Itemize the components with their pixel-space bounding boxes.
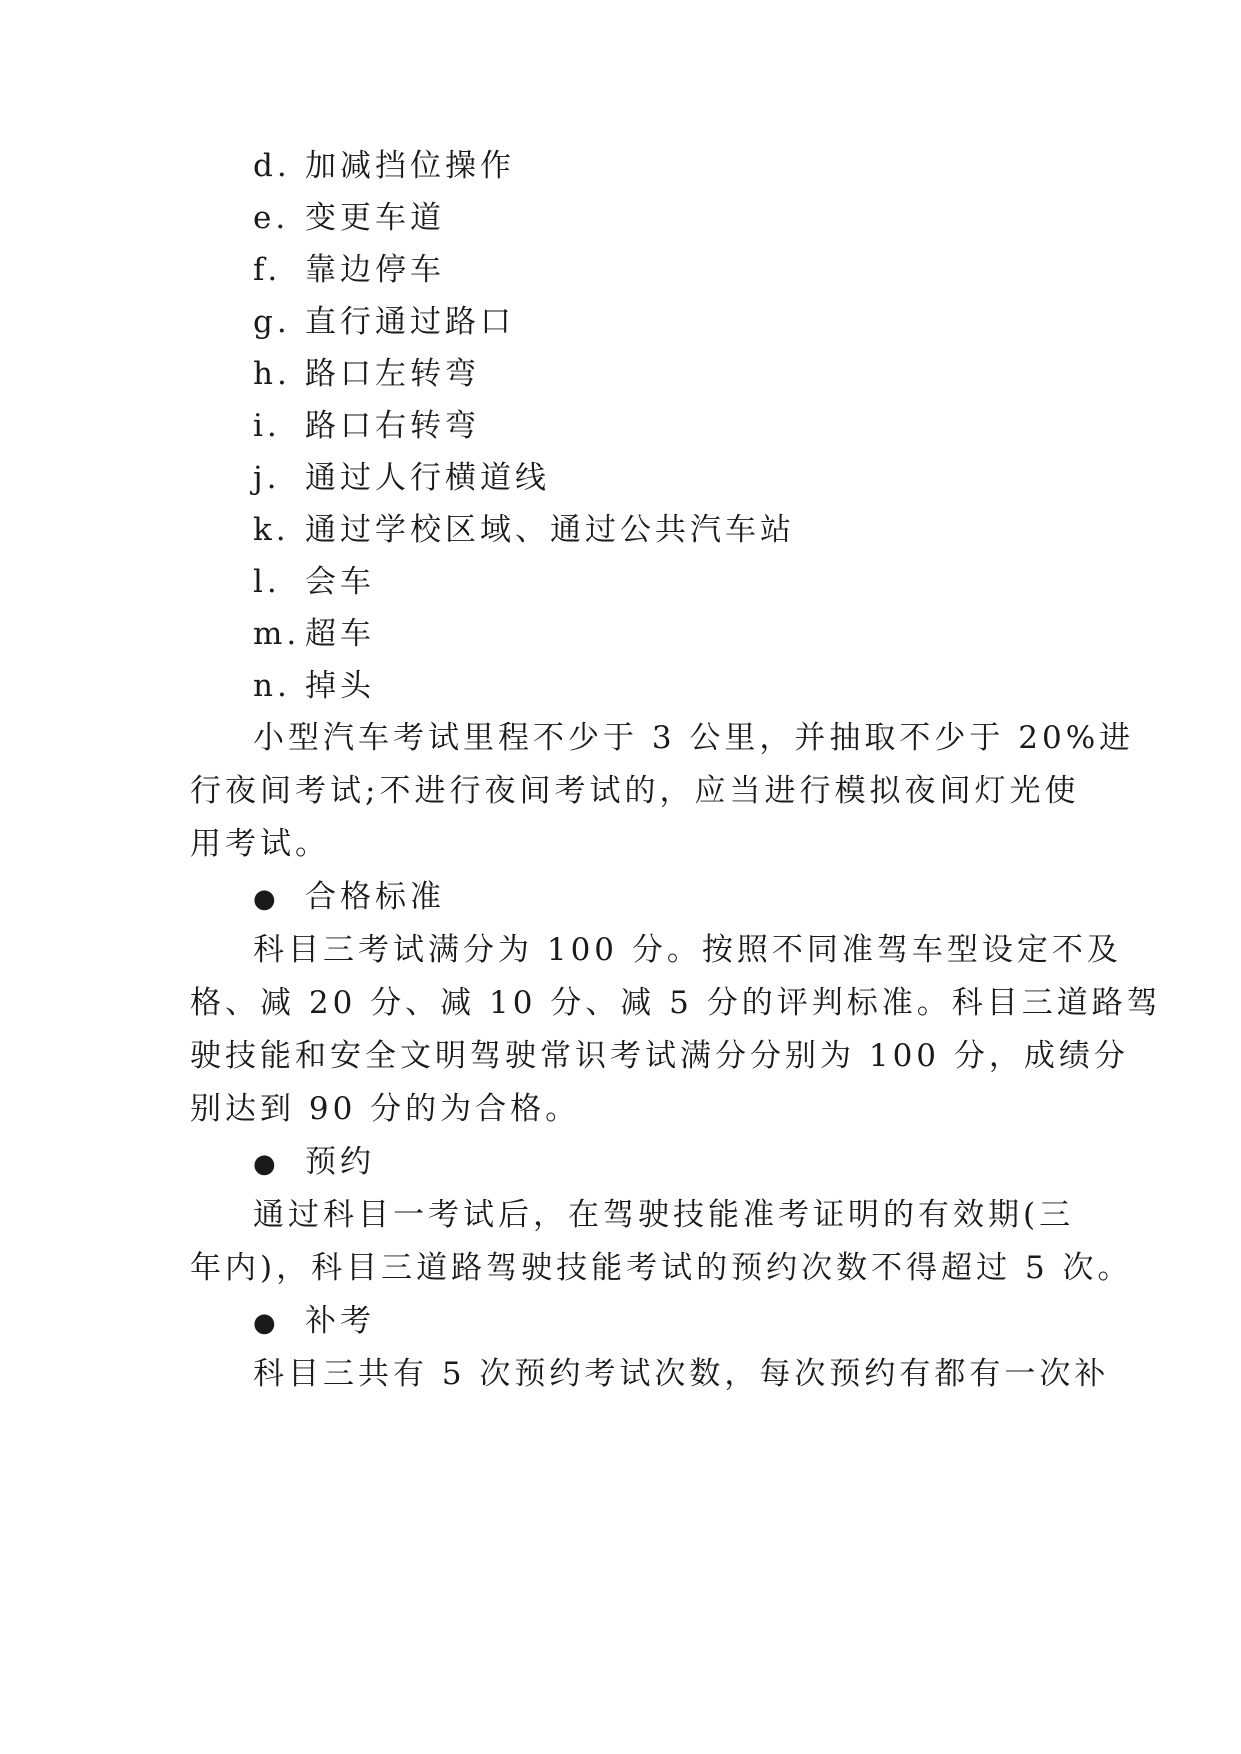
list-marker: m.	[253, 616, 301, 652]
list-text: 靠边停车	[305, 252, 445, 288]
list-item	[253, 406, 480, 446]
list-item	[253, 198, 445, 238]
list-marker: g.	[253, 304, 291, 340]
section-title: 合格标准	[305, 879, 445, 915]
paragraph-line: 驶技能和安全文明驾驶常识考试满分分别为 100 分，成绩分	[190, 1038, 1129, 1074]
list-item	[253, 146, 515, 186]
paragraph-line: 用考试。	[190, 826, 330, 862]
paragraph-line: 科目三考试满分为 100 分。按照不同准驾车型设定不及	[253, 932, 1122, 968]
list-item	[253, 562, 375, 602]
list-marker: k.	[253, 512, 290, 548]
list-item	[253, 354, 480, 394]
list-marker: n.	[253, 668, 291, 704]
list-item	[253, 250, 445, 290]
paragraph-line: 年内)，科目三道路驾驶技能考试的预约次数不得超过 5 次。	[190, 1250, 1133, 1286]
list-marker: j.	[253, 460, 281, 496]
paragraph-line: 小型汽车考试里程不少于 3 公里，并抽取不少于 20%进	[253, 720, 1135, 756]
paragraph-line: 行夜间考试;不进行夜间考试的，应当进行模拟夜间灯光使	[190, 773, 1080, 809]
section-heading-booking	[253, 1142, 375, 1184]
section-title: 预约	[305, 1144, 375, 1180]
list-marker: i.	[253, 408, 281, 444]
list-text: 路口右转弯	[305, 408, 480, 444]
section-heading-pass	[253, 877, 445, 919]
list-text: 通过人行横道线	[305, 460, 550, 496]
list-text: 加减挡位操作	[305, 148, 515, 184]
list-text: 变更车道	[305, 200, 445, 236]
list-item	[253, 302, 515, 342]
list-marker: f.	[253, 252, 282, 288]
paragraph-line: 通过科目一考试后，在驾驶技能准考证明的有效期(三	[253, 1197, 1075, 1233]
list-text: 直行通过路口	[305, 304, 515, 340]
bullet-icon: ●	[253, 884, 280, 914]
list-marker: e.	[253, 200, 290, 236]
bullet-icon: ●	[253, 1149, 280, 1179]
list-marker: d.	[253, 148, 291, 184]
paragraph-line: 别达到 90 分的为合格。	[190, 1091, 581, 1127]
list-item	[253, 614, 375, 654]
paragraph-line: 科目三共有 5 次预约考试次数，每次预约有都有一次补	[253, 1356, 1110, 1392]
list-text: 超车	[305, 616, 375, 652]
paragraph-line: 格、减 20 分、减 10 分、减 5 分的评判标准。科目三道路驾	[190, 985, 1162, 1021]
list-item	[253, 666, 375, 706]
list-marker: h.	[253, 356, 291, 392]
list-text: 掉头	[305, 668, 375, 704]
bullet-icon: ●	[253, 1308, 280, 1338]
list-item	[253, 458, 550, 498]
list-text: 会车	[305, 564, 375, 600]
list-text: 路口左转弯	[305, 356, 480, 392]
list-marker: l.	[253, 564, 281, 600]
section-title: 补考	[305, 1303, 375, 1339]
section-heading-retake	[253, 1301, 375, 1343]
list-item	[253, 510, 795, 550]
list-text: 通过学校区域、通过公共汽车站	[305, 512, 795, 548]
